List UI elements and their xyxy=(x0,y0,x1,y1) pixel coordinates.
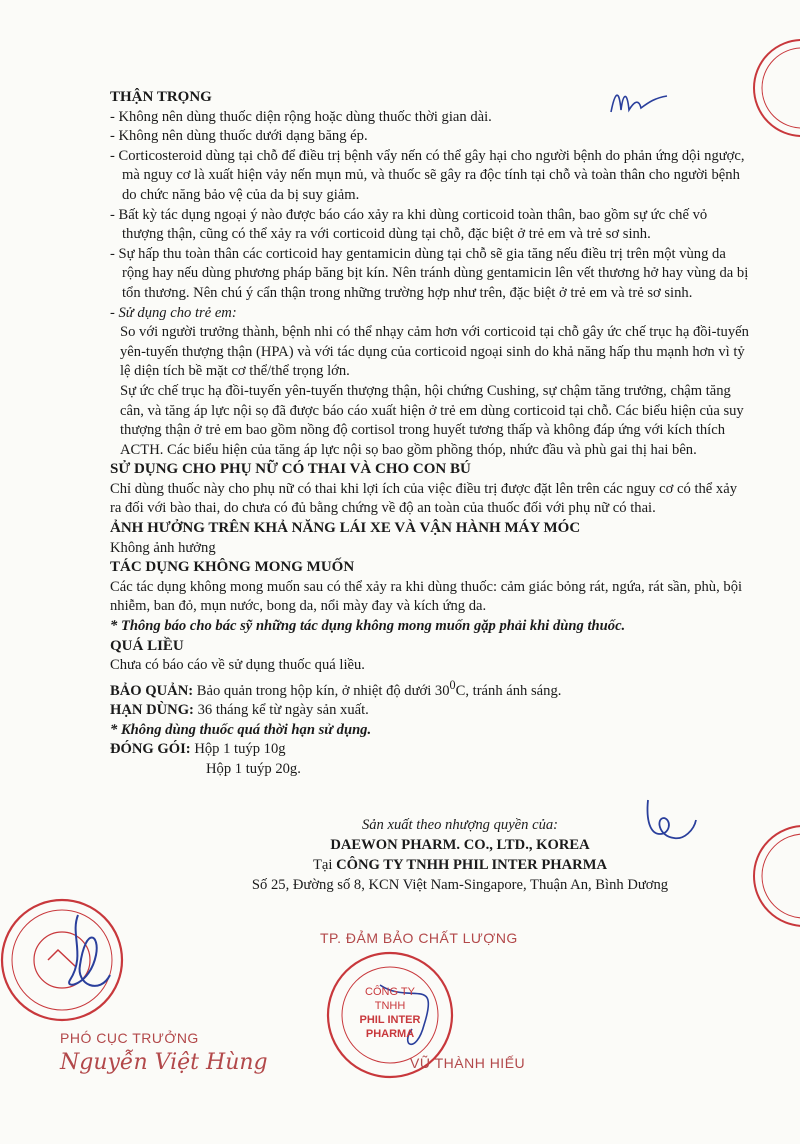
driving-heading: ẢNH HƯỞNG TRÊN KHẢ NĂNG LÁI XE VÀ VẬN HÀNH MÁY MÓC xyxy=(110,520,581,537)
manufacturer-address: Số 25, Đường số 8, KCN Việt Nam-Singapore, Thuận An, Bình Dương xyxy=(251,877,669,893)
manufacturer-at: Tại xyxy=(312,857,337,873)
initials-signature-top xyxy=(605,82,675,122)
right-signer-title: TP. ĐẢM BẢO CHẤT LƯỢNG xyxy=(320,930,518,946)
storage-degree: 0 xyxy=(449,677,456,692)
caution-item-4: - Bất kỳ tác dụng ngoại ý nào được báo cáo xảy ra khi dùng corticoid toàn thân, bao gồm sự ức chế vỏ thượng thận, cũng có thể xảy ra với corticoid dùng tại chỗ, đặc biệt ở trẻ em và trẻ sơ sinh. xyxy=(110,206,708,243)
storage-label: BẢO QUẢN: xyxy=(110,682,194,699)
pregnancy-text: Chỉ dùng thuốc này cho phụ nữ có thai khi lợi ích của việc điều trị được đặt lên trên các nguy cơ có thể xảy ra đối với bào thai, do chưa có đủ bằng chứng về độ an toàn của thuốc đối với phụ nữ có thai. xyxy=(110,480,737,517)
packaging-line-1: Hộp 1 tuýp 10g xyxy=(190,741,286,758)
manufacturer-company-line xyxy=(180,855,740,875)
right-signer-name: VŨ THÀNH HIẾU xyxy=(410,1055,526,1071)
side-effects-heading: TÁC DỤNG KHÔNG MONG MUỐN xyxy=(110,559,355,576)
children-label: - Sử dụng cho trẻ em: xyxy=(110,304,237,321)
caution-item-1: - Không nên dùng thuốc diện rộng hoặc dùng thuốc thời gian dài. xyxy=(110,108,492,125)
side-effects-note: * Thông báo cho bác sỹ những tác dụng không mong muốn gặp phải khi dùng thuốc. xyxy=(110,618,626,635)
driving-text: Không ảnh hưởng xyxy=(110,539,216,556)
left-signature-block xyxy=(60,1030,300,1075)
children-paragraph-1: So với người trưởng thành, bệnh nhi có thể nhạy cảm hơn với corticoid tại chỗ gây ức chế trục hạ đồi-tuyến yên-tuyến thượng thận (HPA) và với tác dụng của corticoid ngoại sinh do khả năng hấp thu mạnh hơn vì tỷ lệ diện tích bề mặt cơ thể/thể trọng lớn. xyxy=(120,324,749,380)
side-effects-text: Các tác dụng không mong muốn sau có thể xảy ra khi dùng thuốc: cảm giác bỏng rát, ngứa, rát sần, phù, bội nhiễm, ban đỏ, mụn nước, bong da, nổi mày đay và kích ứng da. xyxy=(110,578,743,615)
left-signer-title: PHÓ CỤC TRƯỞNG xyxy=(60,1030,199,1046)
seal-text-tnhh: TNHH xyxy=(374,1000,406,1012)
caution-item-5: - Sự hấp thu toàn thân các corticoid hay gentamicin dùng tại chỗ sẽ gia tăng nếu điều trị trên một vùng da rộng hay nếu dùng phương pháp băng bịt kín. Nên tránh dùng gentamicin lên vết thương hở hay vùng da bị tổn thương. Nên chú ý cẩn thận trong những trường hợp như trên, đặc biệt ở trẻ em và trẻ sơ sinh. xyxy=(110,245,749,301)
partial-seal-top-right xyxy=(728,30,800,140)
seal-text-name-1: PHIL INTER xyxy=(359,1014,421,1026)
packaging-label: ĐÓNG GÓI: xyxy=(110,741,191,758)
expiry-note: * Không dùng thuốc quá thời hạn sử dụng. xyxy=(110,721,372,738)
overdose-heading: QUÁ LIỀU xyxy=(110,637,184,654)
caution-item-2: - Không nên dùng thuốc dưới dạng băng ép. xyxy=(110,128,368,145)
children-paragraph-2: Sự ức chế trục hạ đồi-tuyến yên-tuyến thượng thận, hội chứng Cushing, sự chậm tăng trưởng, chậm tăng cân, và tăng áp lực nội sọ đã được báo cáo xuất hiện ở trẻ em dùng corticoid tại chỗ. Các biểu hiện của suy thượng thận ở trẻ em bao gồm nồng độ cortisol trong huyết tương thấp và không đáp ứng với kích thích ACTH. Các biểu hiện của tăng áp lực nội sọ bao gồm phồng thóp, nhức đầu và phù gai thị hai bên. xyxy=(120,382,744,458)
storage-line xyxy=(110,676,750,701)
partial-seal-bottom-right xyxy=(720,820,800,930)
packaging-line xyxy=(110,740,750,760)
left-signer-name: Nguyễn Việt Hùng xyxy=(60,1050,268,1075)
pregnancy-heading: SỬ DỤNG CHO PHỤ NỮ CÓ THAI VÀ CHO CON BÚ xyxy=(110,461,471,478)
seal-text-company: CÔNG TY xyxy=(365,986,415,998)
licensor-name: DAEWON PHARM. CO., LTD., KOREA xyxy=(330,837,590,853)
expiry-text: 36 tháng kể từ ngày sản xuất. xyxy=(193,702,369,719)
expiry-line xyxy=(110,701,750,721)
caution-heading: THẬN TRỌNG xyxy=(110,89,212,105)
leaflet-body xyxy=(110,88,750,780)
caution-item-3: - Corticosteroid dùng tại chỗ để điều trị bệnh vẩy nến có thể gây hại cho người bệnh do phản ứng dội ngược, mà nguy cơ là xuất hiện vảy nến mụn mủ, và thuốc sẽ gây ra độc tính tại chỗ và toàn thân cho người bệnh do chức năng bảo vệ của da bị suy giảm. xyxy=(110,147,745,203)
seal-text-name-2: PHARMA xyxy=(365,1028,415,1040)
manufacturer-intro: Sản xuất theo nhượng quyền của: xyxy=(361,817,559,833)
right-signature-block xyxy=(300,930,630,946)
manufacturer-company: CÔNG TY TNHH PHIL INTER PHARMA xyxy=(336,857,608,873)
ministry-seal xyxy=(0,895,130,1025)
packaging-line-2: Hộp 1 tuýp 20g. xyxy=(206,761,301,778)
storage-text-end: C, tránh ánh sáng. xyxy=(455,682,562,699)
initials-signature-bottom xyxy=(640,790,710,850)
expiry-label: HẠN DÙNG: xyxy=(110,702,194,719)
storage-text: Bảo quản trong hộp kín, ở nhiệt độ dưới 30 xyxy=(193,682,450,699)
overdose-text: Chưa có báo cáo về sử dụng thuốc quá liều. xyxy=(110,657,365,674)
company-seal-text xyxy=(350,985,430,1041)
